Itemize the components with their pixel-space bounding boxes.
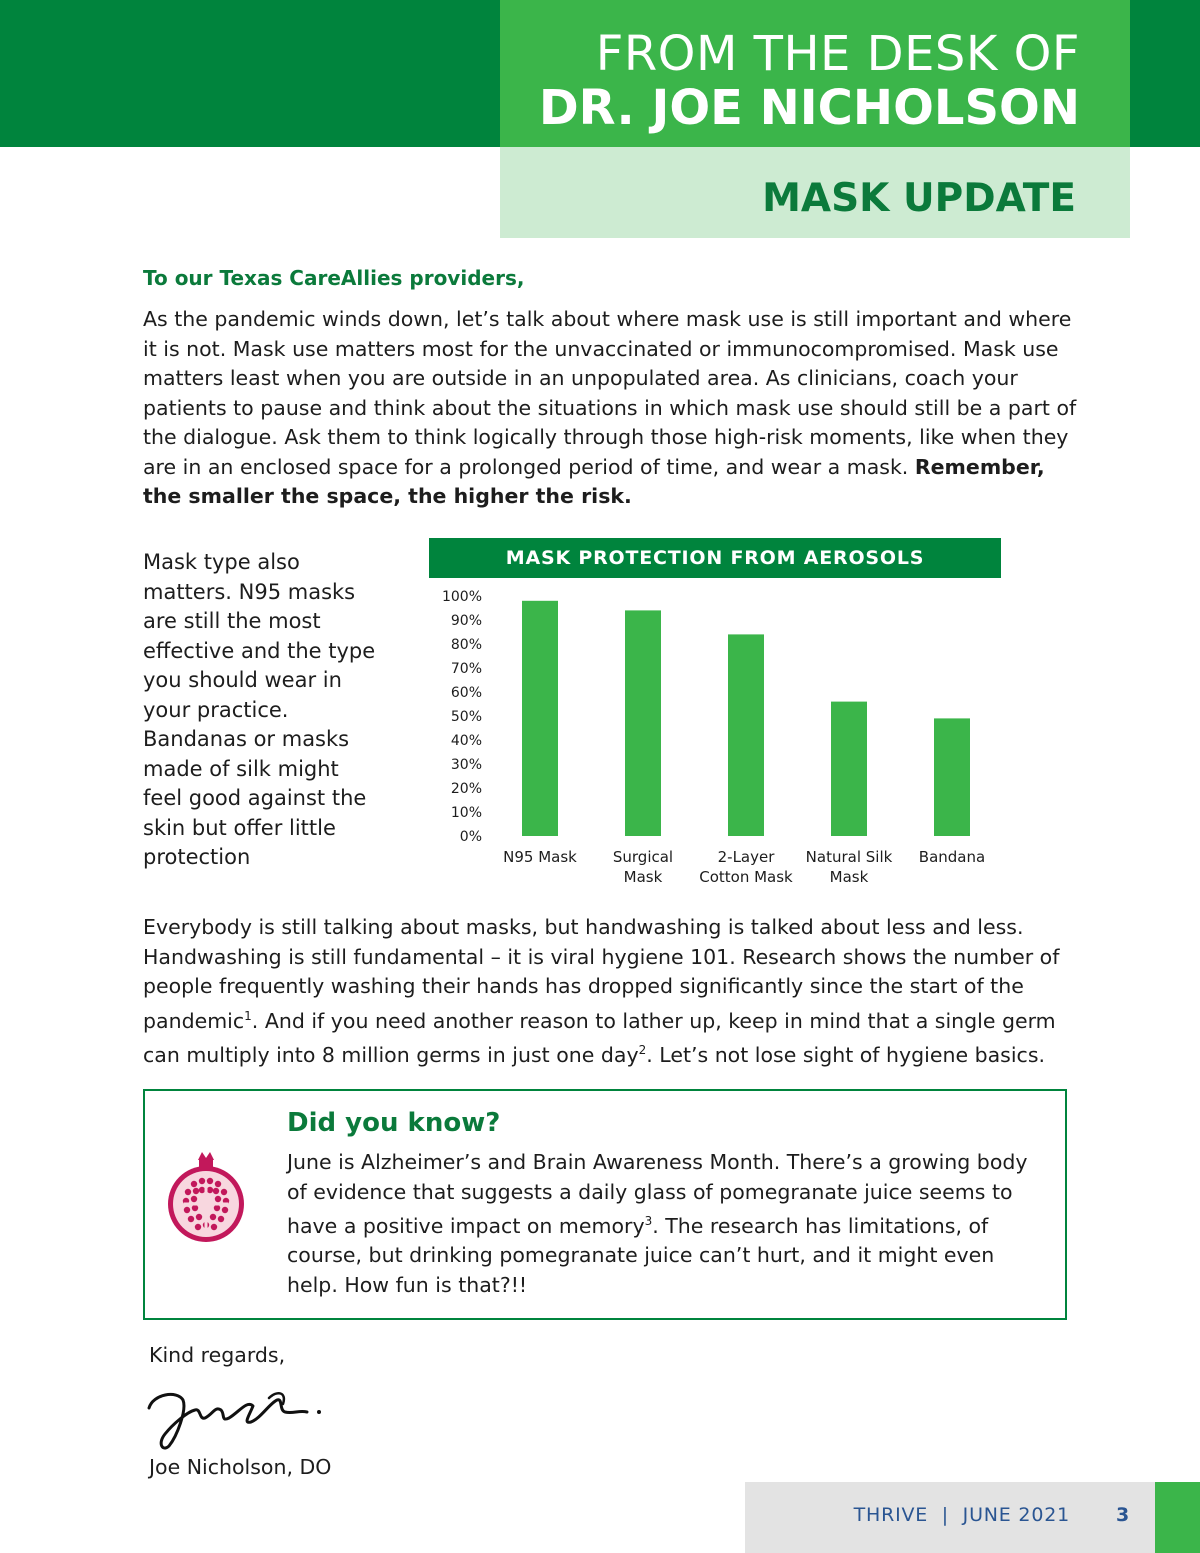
bar xyxy=(831,702,867,836)
footnote-ref-2: 2 xyxy=(638,1042,647,1057)
footer-publication: THRIVE | JUNE 2021 xyxy=(853,1504,1070,1526)
y-tick-label: 100% xyxy=(441,589,482,605)
x-tick-label: 2-Layer xyxy=(717,848,775,866)
y-tick-label: 20% xyxy=(450,781,482,797)
page-title: MASK UPDATE xyxy=(762,176,1076,221)
bar xyxy=(625,610,661,836)
did-you-know-body xyxy=(287,1148,1047,1300)
mask-type-note: Mask type also matters. N95 masks are still the most effective and the type you should wear in your practice. Bandanas or masks made of silk might feel good against the skin but offer little protection xyxy=(143,550,376,869)
y-tick-label: 40% xyxy=(450,733,482,749)
y-tick-label: 70% xyxy=(450,661,482,677)
paragraph-handwashing xyxy=(143,913,1088,1070)
did-you-know-text-b: . The research has limitations, of course, but drinking pomegranate juice can’t hurt, and it might even help. How fun is that?!! xyxy=(287,1213,995,1297)
did-you-know-text-a: June is Alzheimer’s and Brain Awareness Month. There’s a growing body of evidence that suggests a daily glass of pomegranate juice seems to have a positive impact on memory xyxy=(287,1150,1028,1238)
bar xyxy=(728,634,764,836)
paragraph-intro-emphasis: Remember, the smaller the space, the higher the risk. xyxy=(143,454,1045,508)
footnote-ref-3: 3 xyxy=(644,1214,653,1228)
x-tick-label: Mask xyxy=(829,868,869,886)
paragraph-intro-text: As the pandemic winds down, let’s talk about where mask use is still important and where it is not. Mask use matters most for the unvaccinated or immunocompromised. Mask use matters least when you are outside in an unpopulated area. As clinicians, coach your patients to pause and think about the situations in which mask use should still be a part of the dialogue. Ask them to think logically through those high-risk moments, like when they are in an enclosed space for a prolonged period of time, and wear a mask. xyxy=(143,307,1077,479)
handwashing-text-c: . Let’s not lose sight of hygiene basics. xyxy=(646,1042,1046,1067)
header-line1: FROM THE DESK OF xyxy=(595,26,1080,82)
did-you-know-title: Did you know? xyxy=(287,1108,501,1138)
x-tick-label: Surgical xyxy=(612,848,674,866)
y-tick-label: 60% xyxy=(450,685,482,701)
x-tick-label: Mask xyxy=(623,868,663,886)
y-tick-label: 30% xyxy=(450,757,482,773)
y-tick-label: 0% xyxy=(459,829,482,845)
x-tick-label: Natural Silk xyxy=(805,848,893,866)
y-tick-label: 10% xyxy=(450,805,482,821)
pomegranate-icon xyxy=(166,1150,246,1250)
footnote-ref-1: 1 xyxy=(244,1008,252,1023)
footer-accent xyxy=(1155,1482,1200,1553)
page-number: 3 xyxy=(1116,1504,1130,1526)
handwashing-text-a: Everybody is still talking about masks, but handwashing is talked about less and less. Handwashing is still fundamental – it is viral hygiene 101. Research shows the number of people frequently washing their hands has dropped significantly since the start of the pandemic xyxy=(143,915,1060,1033)
bar xyxy=(522,601,558,836)
mask-protection-chart xyxy=(420,580,1020,900)
paragraph-intro xyxy=(143,305,1088,512)
salutation: To our Texas CareAllies providers, xyxy=(143,266,525,290)
y-tick-label: 50% xyxy=(450,709,482,725)
signer-name: Joe Nicholson, DO xyxy=(149,1455,332,1479)
y-tick-label: 90% xyxy=(450,613,482,629)
handwashing-text-b: . And if you need another reason to lather up, keep in mind that a single germ can multiply into 8 million germs in just one day xyxy=(143,1008,1056,1067)
y-tick-label: 80% xyxy=(450,637,482,653)
signature-image xyxy=(143,1380,333,1455)
x-tick-label: N95 Mask xyxy=(503,848,577,866)
closing-regards: Kind regards, xyxy=(149,1343,286,1367)
x-tick-label: Bandana xyxy=(918,848,986,866)
chart-title: MASK PROTECTION FROM AEROSOLS xyxy=(429,538,1001,578)
bar xyxy=(934,718,970,836)
header-author-name: DR. JOE NICHOLSON xyxy=(538,80,1080,136)
x-tick-label: Cotton Mask xyxy=(699,868,793,886)
